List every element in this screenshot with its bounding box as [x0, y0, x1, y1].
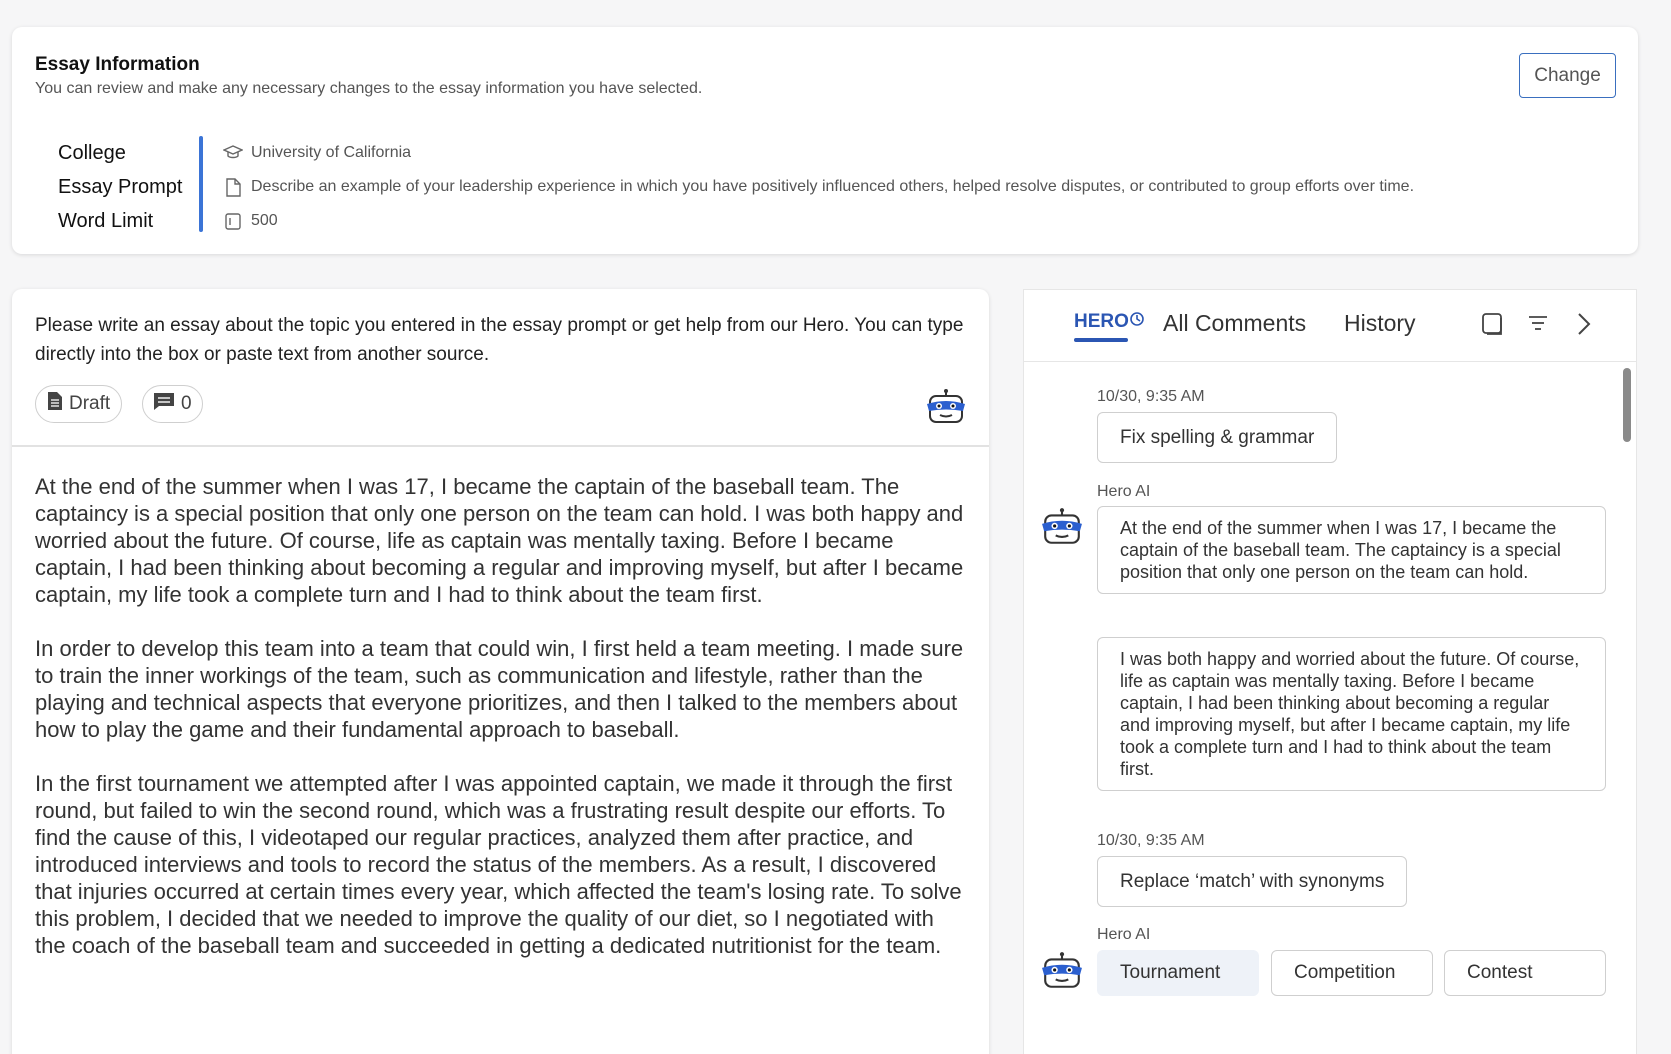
hero-reply-bubble[interactable]: At the end of the summer when I was 17, I became the captain of the baseball team. The captaincy is a special position that only one person on the team can hold.	[1097, 506, 1606, 594]
college-label: College	[58, 142, 126, 164]
word-limit-value-row	[223, 204, 1414, 238]
document-icon	[223, 177, 243, 197]
word-limit-label: Word Limit	[58, 210, 154, 232]
hero-reply-bubble[interactable]: I was both happy and worried about the future. Of course, life as captain was mentally taxing. Before I became captain, I had been thinking about becoming a regular and improving myself, but after I became captain, my life took a complete turn and I had to think about the team first.	[1097, 637, 1606, 791]
word-limit-value: 500	[251, 212, 278, 229]
synonym-option-competition[interactable]: Competition	[1271, 950, 1433, 996]
tab-hero-underline	[1074, 338, 1128, 342]
field-labels	[58, 136, 182, 238]
essay-prompt-value-row	[223, 170, 1414, 204]
copy-icon[interactable]	[1481, 312, 1505, 341]
essay-paragraph: In order to develop this team into a team that could win, I first held a team meeting. I made sure to train the inner workings of the team, such as communication and lifestyle, rather than the playing and technical aspects that everyone prioritizes, and then I talked to the members about how to play the game and their fundamental approach to baseball.	[35, 636, 964, 742]
hero-side-panel	[1023, 289, 1637, 1054]
hero-ai-avatar-icon	[1041, 508, 1083, 551]
counter-icon	[223, 211, 243, 231]
editor-instructions: Please write an essay about the topic you entered in the essay prompt or get help from our Hero. You can type directly into the box or paste text from another source.	[35, 315, 964, 365]
hero-ai-label: Hero AI	[1097, 926, 1151, 943]
synonym-option-contest[interactable]: Contest	[1444, 950, 1606, 996]
hero-ai-avatar-icon	[1041, 952, 1083, 995]
hero-ai-label: Hero AI	[1097, 483, 1151, 500]
field-divider	[199, 136, 203, 232]
essay-text-area[interactable]	[35, 473, 965, 986]
essay-prompt-label: Essay Prompt	[58, 176, 183, 198]
hero-robot-icon[interactable]	[926, 389, 966, 430]
editor-divider	[12, 445, 989, 447]
tab-hero[interactable]	[1074, 311, 1145, 333]
field-values	[223, 136, 1414, 238]
side-tabs	[1024, 290, 1636, 362]
tab-history[interactable]: History	[1344, 310, 1416, 336]
essay-editor-panel	[12, 289, 989, 1054]
draft-label: Draft	[69, 393, 111, 414]
user-prompt-bubble[interactable]: Replace ‘match’ with synonyms	[1097, 856, 1407, 907]
essay-information-card	[12, 27, 1638, 254]
draft-badge[interactable]	[35, 385, 122, 423]
filter-icon[interactable]	[1527, 312, 1549, 339]
essay-information-subtitle: You can review and make any necessary changes to the essay information you have selected.	[35, 80, 703, 97]
comments-count-badge[interactable]	[142, 385, 203, 423]
college-value-row	[223, 136, 1414, 170]
user-prompt-bubble[interactable]: Fix spelling & grammar	[1097, 412, 1337, 463]
message-timestamp: 10/30, 9:35 AM	[1097, 388, 1205, 405]
comment-count: 0	[181, 393, 192, 414]
graduation-cap-icon	[223, 143, 243, 163]
scrollbar[interactable]	[1623, 368, 1631, 442]
college-value: University of California	[251, 144, 412, 161]
synonym-option-tournament[interactable]: Tournament	[1097, 950, 1259, 996]
change-button[interactable]: Change	[1519, 53, 1616, 98]
essay-information-title: Essay Information	[35, 54, 200, 75]
comment-icon	[153, 392, 181, 416]
tab-hero-label: HERO	[1074, 311, 1129, 332]
message-timestamp: 10/30, 9:35 AM	[1097, 832, 1205, 849]
draft-document-icon	[47, 391, 69, 417]
essay-paragraph: At the end of the summer when I was 17, I became the captain of the baseball team. The captaincy is a special position that only one person on the team can hold. I was both happy and worried about the future. Of course, life as captain was mentally taxing. Before I became captain, I had been thinking about becoming a regular and improving myself, but after I became captain, my life took a complete turn and I had to think about the team first.	[35, 474, 964, 607]
essay-paragraph: In the first tournament we attempted after I was appointed captain, we made it through the first round, but failed to win the second round, which was a frustrating result despite our efforts. To find the cause of this, I videotaped our regular practices, analyzed them after practice, and introduced interviews and tools to record the status of the members. As a result, I discovered that injuries occurred at certain times every year, which affected the team's losing rate. To solve this problem, I decided that we needed to improve the quality of our diet, so I negotiated with the coach of the baseball team and succeeded in getting a dedicated nutritionist for the team.	[35, 771, 962, 958]
tab-all-comments[interactable]: All Comments	[1163, 310, 1307, 336]
history-clock-icon	[1129, 311, 1145, 333]
essay-prompt-value: Describe an example of your leadership experience in which you have positively influenced others, helped resolve disputes, or contributed to group efforts over time.	[251, 178, 1415, 195]
chevron-right-icon[interactable]	[1575, 312, 1593, 341]
